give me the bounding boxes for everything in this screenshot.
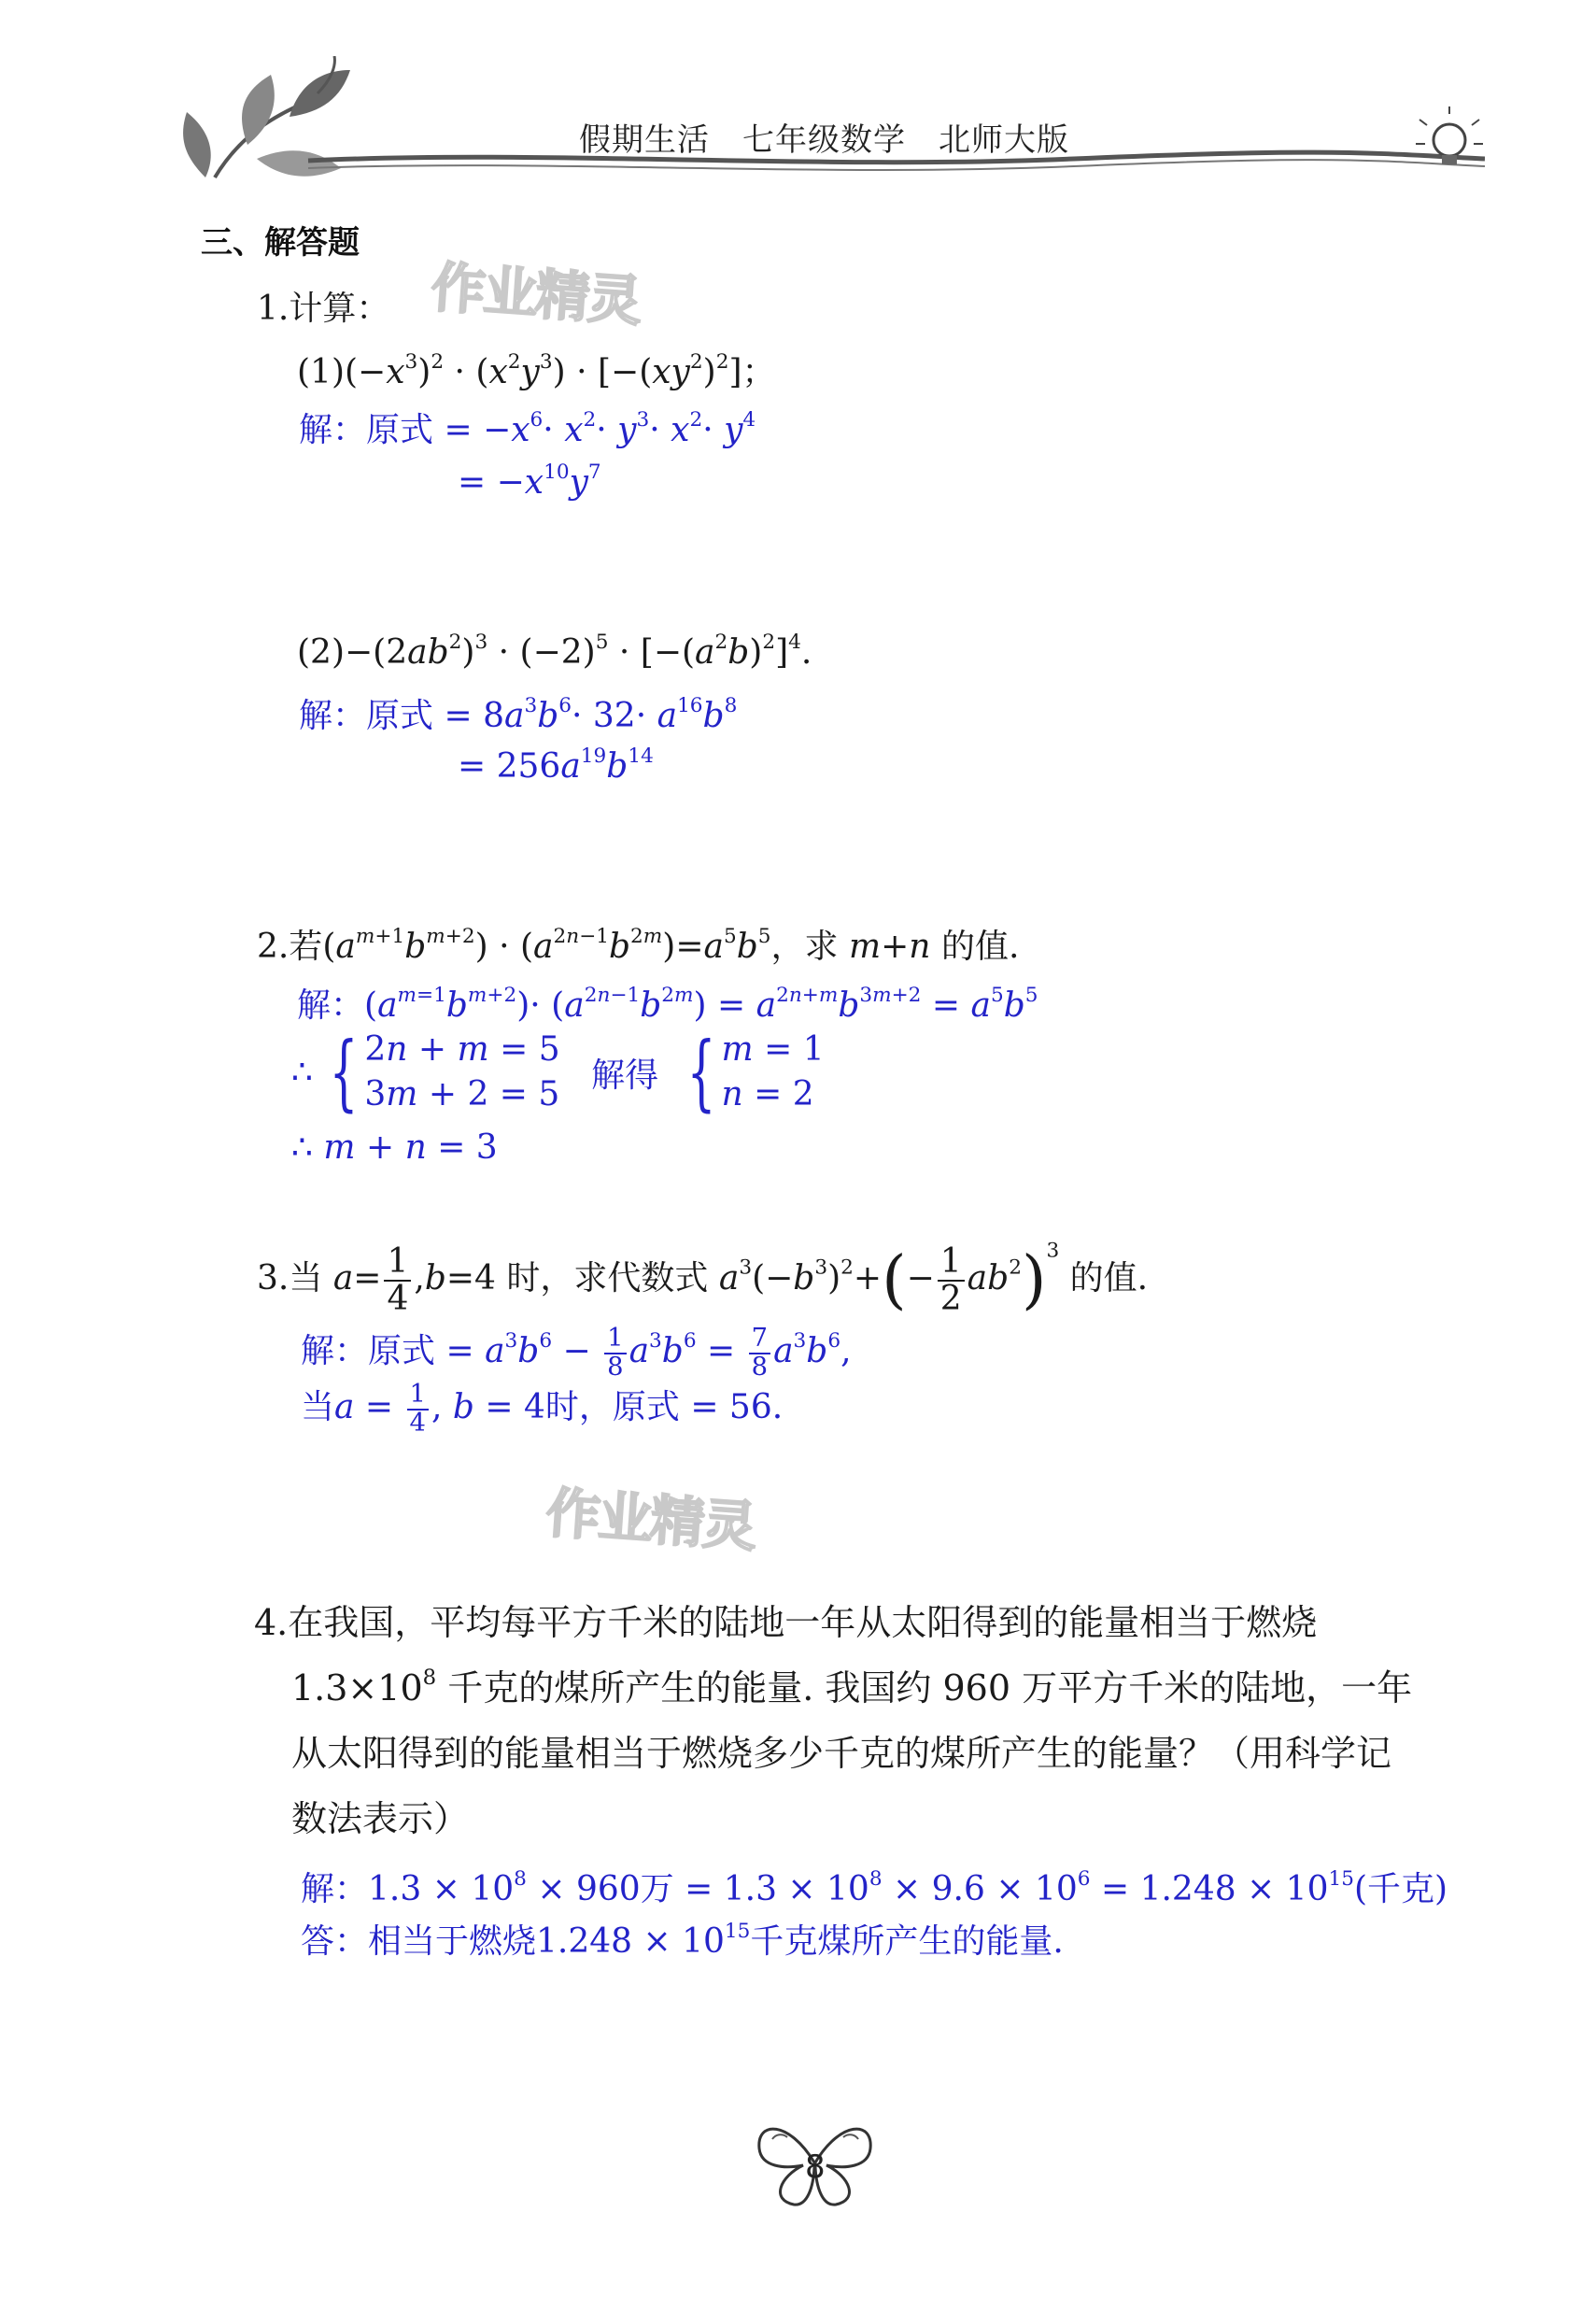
q1-part1-problem: $(1)(-x^3)^2 \cdot (x^2y^3) \cdot [-(xy^2)^2]$；	[297, 349, 776, 391]
q4-num: 4.	[254, 1602, 289, 1643]
answer-prefix: 解：	[301, 1870, 369, 1908]
q3-shi: 时，求代数式	[506, 1258, 709, 1297]
q1-part2-problem: $(2)-(2ab^2)^3 \cdot (-2)^5 \cdot [-(a^2b)^2]^4$.	[297, 630, 812, 672]
q2-answer-line1: 解：$(a^{m=1}b^{m+2})\cdot (a^{2n-1}b^{2m}) = a^{2n+m}b^{3m+2} = a^5b^5$	[297, 983, 1038, 1025]
q4-reply	[301, 1915, 1064, 1963]
q4-text2b: 千克的煤所产生的能量. 我国约 960 万平方千米的陆地，一年	[436, 1667, 1413, 1709]
q3-problem: 3.当 a= $\frac{1}{4}$ ,b=4 时，求代数式 $a^3(-b^3)^2+(-$ $\frac{1}{2}$ $ab^2)^3$ 的值.	[257, 1239, 1149, 1318]
answer-prefix: 解：原式	[301, 1332, 436, 1370]
q4-ans-unit: (千克)	[1353, 1870, 1448, 1908]
q1-label: 1.计算：	[257, 290, 390, 328]
q1-part1-result: = $-x^{10}y^7$	[458, 460, 601, 502]
q2-tail: 的值.	[940, 928, 1020, 966]
q3-answer-line2: 当a = $\frac{1}{4}$ , b = 4时，原式 = 56.	[301, 1380, 784, 1438]
therefore-symbol: ∴	[291, 1128, 313, 1167]
page-number: 8	[805, 2148, 826, 2186]
q1-part1-answer: 解：原式 = $-x^6\cdot x^2\cdot y^3\cdot x^2\cdot y^4$	[299, 407, 756, 449]
q1-part2-result: = $256a^{19}b^{14}$	[458, 744, 654, 786]
watermark: 作业精灵	[429, 255, 643, 333]
answer-prefix: 解：原式	[299, 697, 434, 735]
q4-text4: 数法表示）	[291, 1798, 470, 1839]
q2-qiu: ，求	[770, 928, 839, 966]
q2-problem: 2.若$(a^{m+1}b^{m+2}) \cdot (a^{2n-1}b^{2m})=a^5b^5$，求 m+n 的值.	[257, 924, 1020, 966]
q1-part1-num: (1)	[297, 353, 345, 391]
q3-ans-dang: 当	[301, 1388, 335, 1426]
q4-reply-exp: 15	[724, 1919, 751, 1943]
header-title: 假期生活 七年级数学 北师大版	[579, 121, 1069, 159]
q2-system: ∴ { 2n + m = 5 3m + 2 = 5 解得 { m = 1 n = 2	[291, 1024, 825, 1120]
section-title: 三、解答题	[201, 224, 360, 262]
q3-ans-mid: 时，原式 = 56.	[544, 1388, 784, 1426]
q2-ruo: 若	[289, 928, 323, 966]
q4-text2a: 1.3×10	[291, 1667, 423, 1709]
answer-prefix: 解：原式	[299, 411, 434, 449]
therefore-symbol: ∴	[291, 1053, 313, 1092]
q1-part2-num: (2)	[297, 633, 345, 672]
watermark: 作业精灵	[544, 1481, 757, 1559]
q4-text1: 在我国，平均每平方千米的陆地一年从太阳得到的能量相当于燃烧	[288, 1602, 1318, 1643]
q3-dang: 当	[289, 1258, 323, 1297]
q3-answer-line1: 解：原式 = $a^3b^6$ − $\frac{1}{8}$ $a^3b^6$ = $\frac{7}{8}$ $a^3b^6$,	[301, 1324, 852, 1382]
q4-reply-b: 千克煤所产生的能量.	[750, 1922, 1064, 1961]
q4-problem	[254, 1590, 1468, 1851]
q1-part2-answer: 解：原式 = $8a^3b^6\cdot 32\cdot a^{16}b^8$	[299, 693, 738, 735]
q4-ans-wan: 万	[640, 1870, 674, 1908]
q3-tail: 的值.	[1069, 1258, 1149, 1297]
q4-text2-exp: 8	[422, 1665, 437, 1690]
q3-num: 3.	[257, 1258, 290, 1297]
q2-num: 2.	[257, 928, 290, 966]
answer-prefix: 解：	[297, 986, 365, 1025]
q4-reply-a: 答：相当于燃烧1.248 × 10	[301, 1922, 725, 1961]
q2-jiede: 解得	[591, 1056, 659, 1095]
q4-text3: 从太阳得到的能量相当于燃烧多少千克的煤所产生的能量？（用科学记	[291, 1733, 1392, 1774]
q4-answer: 解：$1.3 \times 10^8 \times 960$万 = $1.3 \times 10^8 \times 9.6 \times 10^6 = 1.248 \times 10^{15}$(千克)	[301, 1866, 1448, 1908]
q2-conclusion: ∴ m + n = 3	[291, 1128, 498, 1167]
